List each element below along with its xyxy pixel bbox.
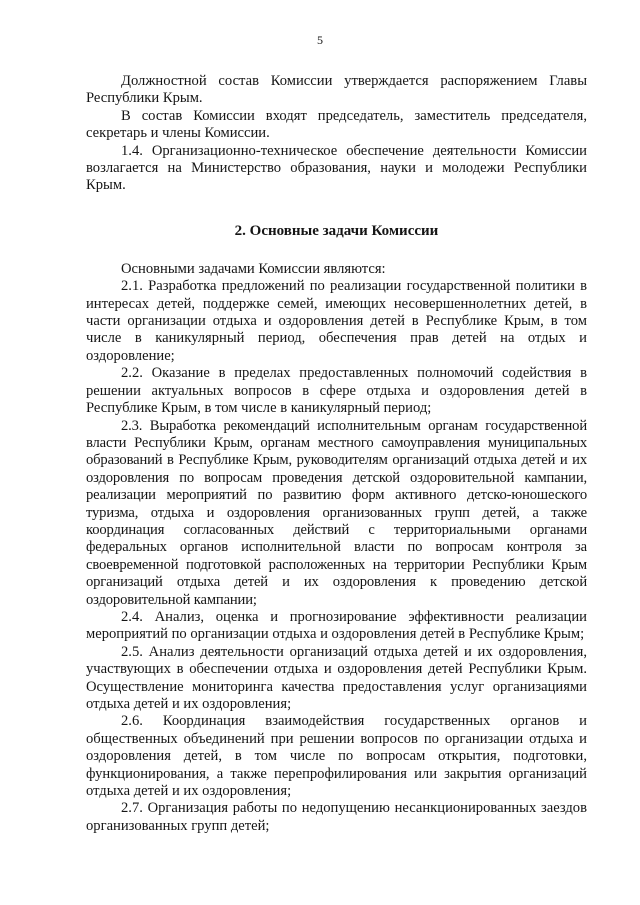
paragraph-2-1: 2.1. Разработка предложений по реализации государственной политики в интересах детей, поддержке семей, имеющих несовершеннолетних детей, в части организации отдыха и оздоровления детей в Республике Крым, в том числе в каникулярный период, обеспечения прав детей на отдых и оздоровление; (86, 278, 587, 364)
section-title: 2. Основные задачи Комиссии (234, 222, 439, 239)
paragraph-2-5: 2.5. Анализ деятельности организаций отдыха детей и их оздоровления, участвующих в обеспечении отдыха и оздоровления детей Республики Крым. Осуществление мониторинга качества предоставления услуг организациями отдыха детей и их оздоровления; (86, 643, 587, 712)
paragraph-2-2: 2.2. Оказание в пределах предоставленных полномочий содействия в решении актуальных вопросов в сфере отдыха и оздоровления детей в Республике Крым, в том числе в каникулярный период; (86, 365, 587, 417)
paragraph-2-6: 2.6. Координация взаимодействия государственных органов и общественных объединений при решении вопросов по организации отдыха и оздоровления детей, в том числе по вопросам открытия, подготовки, функционирования, а также перепрофилирования или закрытия организаций отдыха детей и их оздоровления; (86, 713, 587, 800)
paragraph-2-3: 2.3. Выработка рекомендаций исполнительным органам государственной власти Республики Крым, органам местного самоуправления муниципальных образований в Республике Крым, руководителям организаций отдыха детей и их оздоровления по вопросам проведения детской оздоровительной кампании, реализации мероприятий по развитию форм активного детско-юношеского туризма, отдыха и оздоровления организованных групп детей, а также координация согласованных действий с территориальными органами федеральных органов исполнительной власти по вопросам контроля за своевременной подготовкой расположенных на территории Республики Крым организаций отдыха детей и их оздоровления к проведению детской оздоровительной кампании; (86, 417, 587, 608)
paragraph-1-4: 1.4. Организационно-техническое обеспечение деятельности Комиссии возлагается на Министерство образования, науки и молодежи Республики Крым. (86, 142, 587, 194)
paragraph-2-7: 2.7. Организация работы по недопущению несанкционированных заездов организованных групп детей; (86, 800, 587, 834)
paragraph-tasks-intro: Основными задачами Комиссии являются: (121, 260, 386, 277)
document-body (86, 73, 587, 835)
paragraph-composition-approval: Должностной состав Комиссии утверждается распоряжением Главы Республики Крым. (86, 73, 587, 107)
paragraph-commission-members: В состав Комиссии входят председатель, заместитель председателя, секретарь и члены Комиссии. (86, 107, 587, 142)
paragraph-2-4: 2.4. Анализ, оценка и прогнозирование эффективности реализации мероприятий по организации отдыха и оздоровления детей в Республике Крым; (86, 608, 587, 643)
page-number: 5 (317, 33, 323, 47)
